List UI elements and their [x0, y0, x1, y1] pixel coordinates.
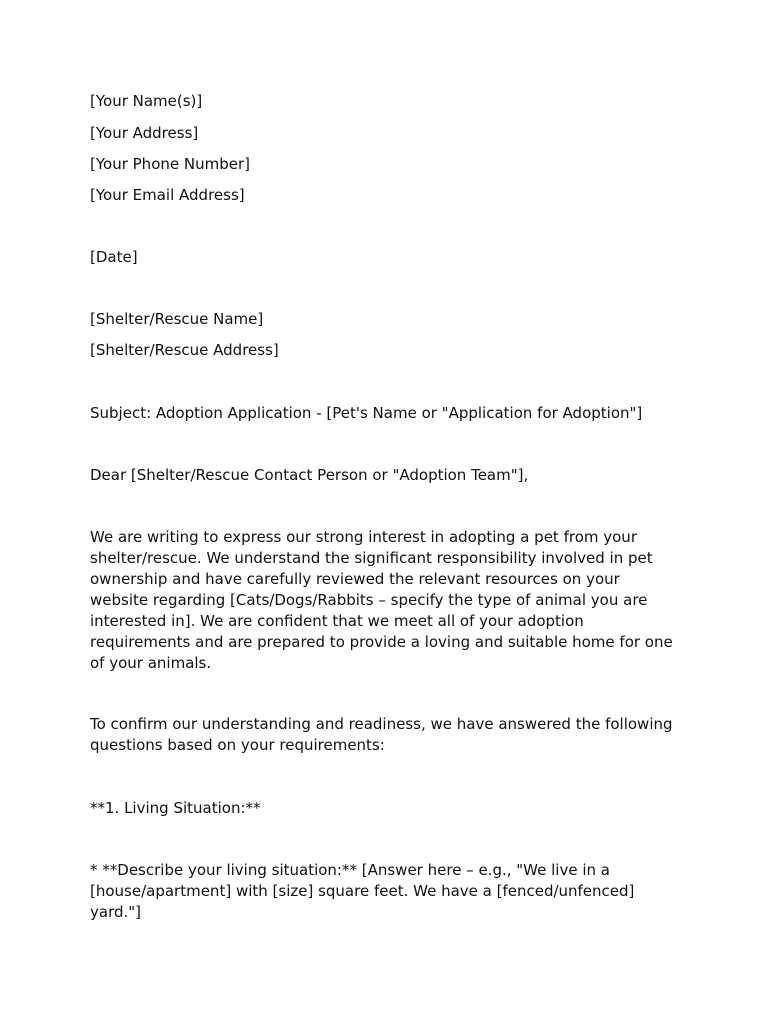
- intro-paragraph: [90, 527, 686, 674]
- bullet-line: [house/apartment] with [size] square feet. We have a [fenced/unfenced]: [90, 882, 635, 900]
- intro-line: of your animals.: [90, 654, 212, 672]
- section-heading-living-situation: **1. Living Situation:**: [90, 799, 261, 817]
- intro-line: website regarding [Cats/Dogs/Rabbits – specify the type of animal you are: [90, 591, 648, 609]
- intro-line: interested in]. We are confident that we meet all of your adoption: [90, 612, 584, 630]
- confirm-line: questions based on your requirements:: [90, 736, 385, 754]
- intro-line: requirements and are prepared to provide a loving and suitable home for one: [90, 633, 673, 651]
- intro-line: We are writing to express our strong interest in adopting a pet from your: [90, 528, 637, 546]
- confirm-paragraph: [90, 714, 686, 756]
- bullet-line: yard."]: [90, 903, 142, 921]
- bullet-living-situation: [90, 860, 686, 923]
- letter-date: [Date]: [90, 248, 138, 266]
- letter-salutation: Dear [Shelter/Rescue Contact Person or "Adoption Team"],: [90, 466, 529, 484]
- sender-address: [Your Address]: [90, 124, 199, 142]
- recipient-address: [Shelter/Rescue Address]: [90, 341, 279, 359]
- recipient-name: [Shelter/Rescue Name]: [90, 310, 264, 328]
- confirm-line: To confirm our understanding and readiness, we have answered the following: [90, 715, 673, 733]
- intro-line: shelter/rescue. We understand the significant responsibility involved in pet: [90, 549, 653, 567]
- sender-name: [Your Name(s)]: [90, 92, 203, 110]
- bullet-line: * **Describe your living situation:** [Answer here – e.g., "We live in a: [90, 861, 610, 879]
- letter-subject: Subject: Adoption Application - [Pet's Name or "Application for Adoption"]: [90, 404, 643, 422]
- intro-line: ownership and have carefully reviewed the relevant resources on your: [90, 570, 620, 588]
- sender-phone: [Your Phone Number]: [90, 155, 250, 173]
- sender-email: [Your Email Address]: [90, 186, 245, 204]
